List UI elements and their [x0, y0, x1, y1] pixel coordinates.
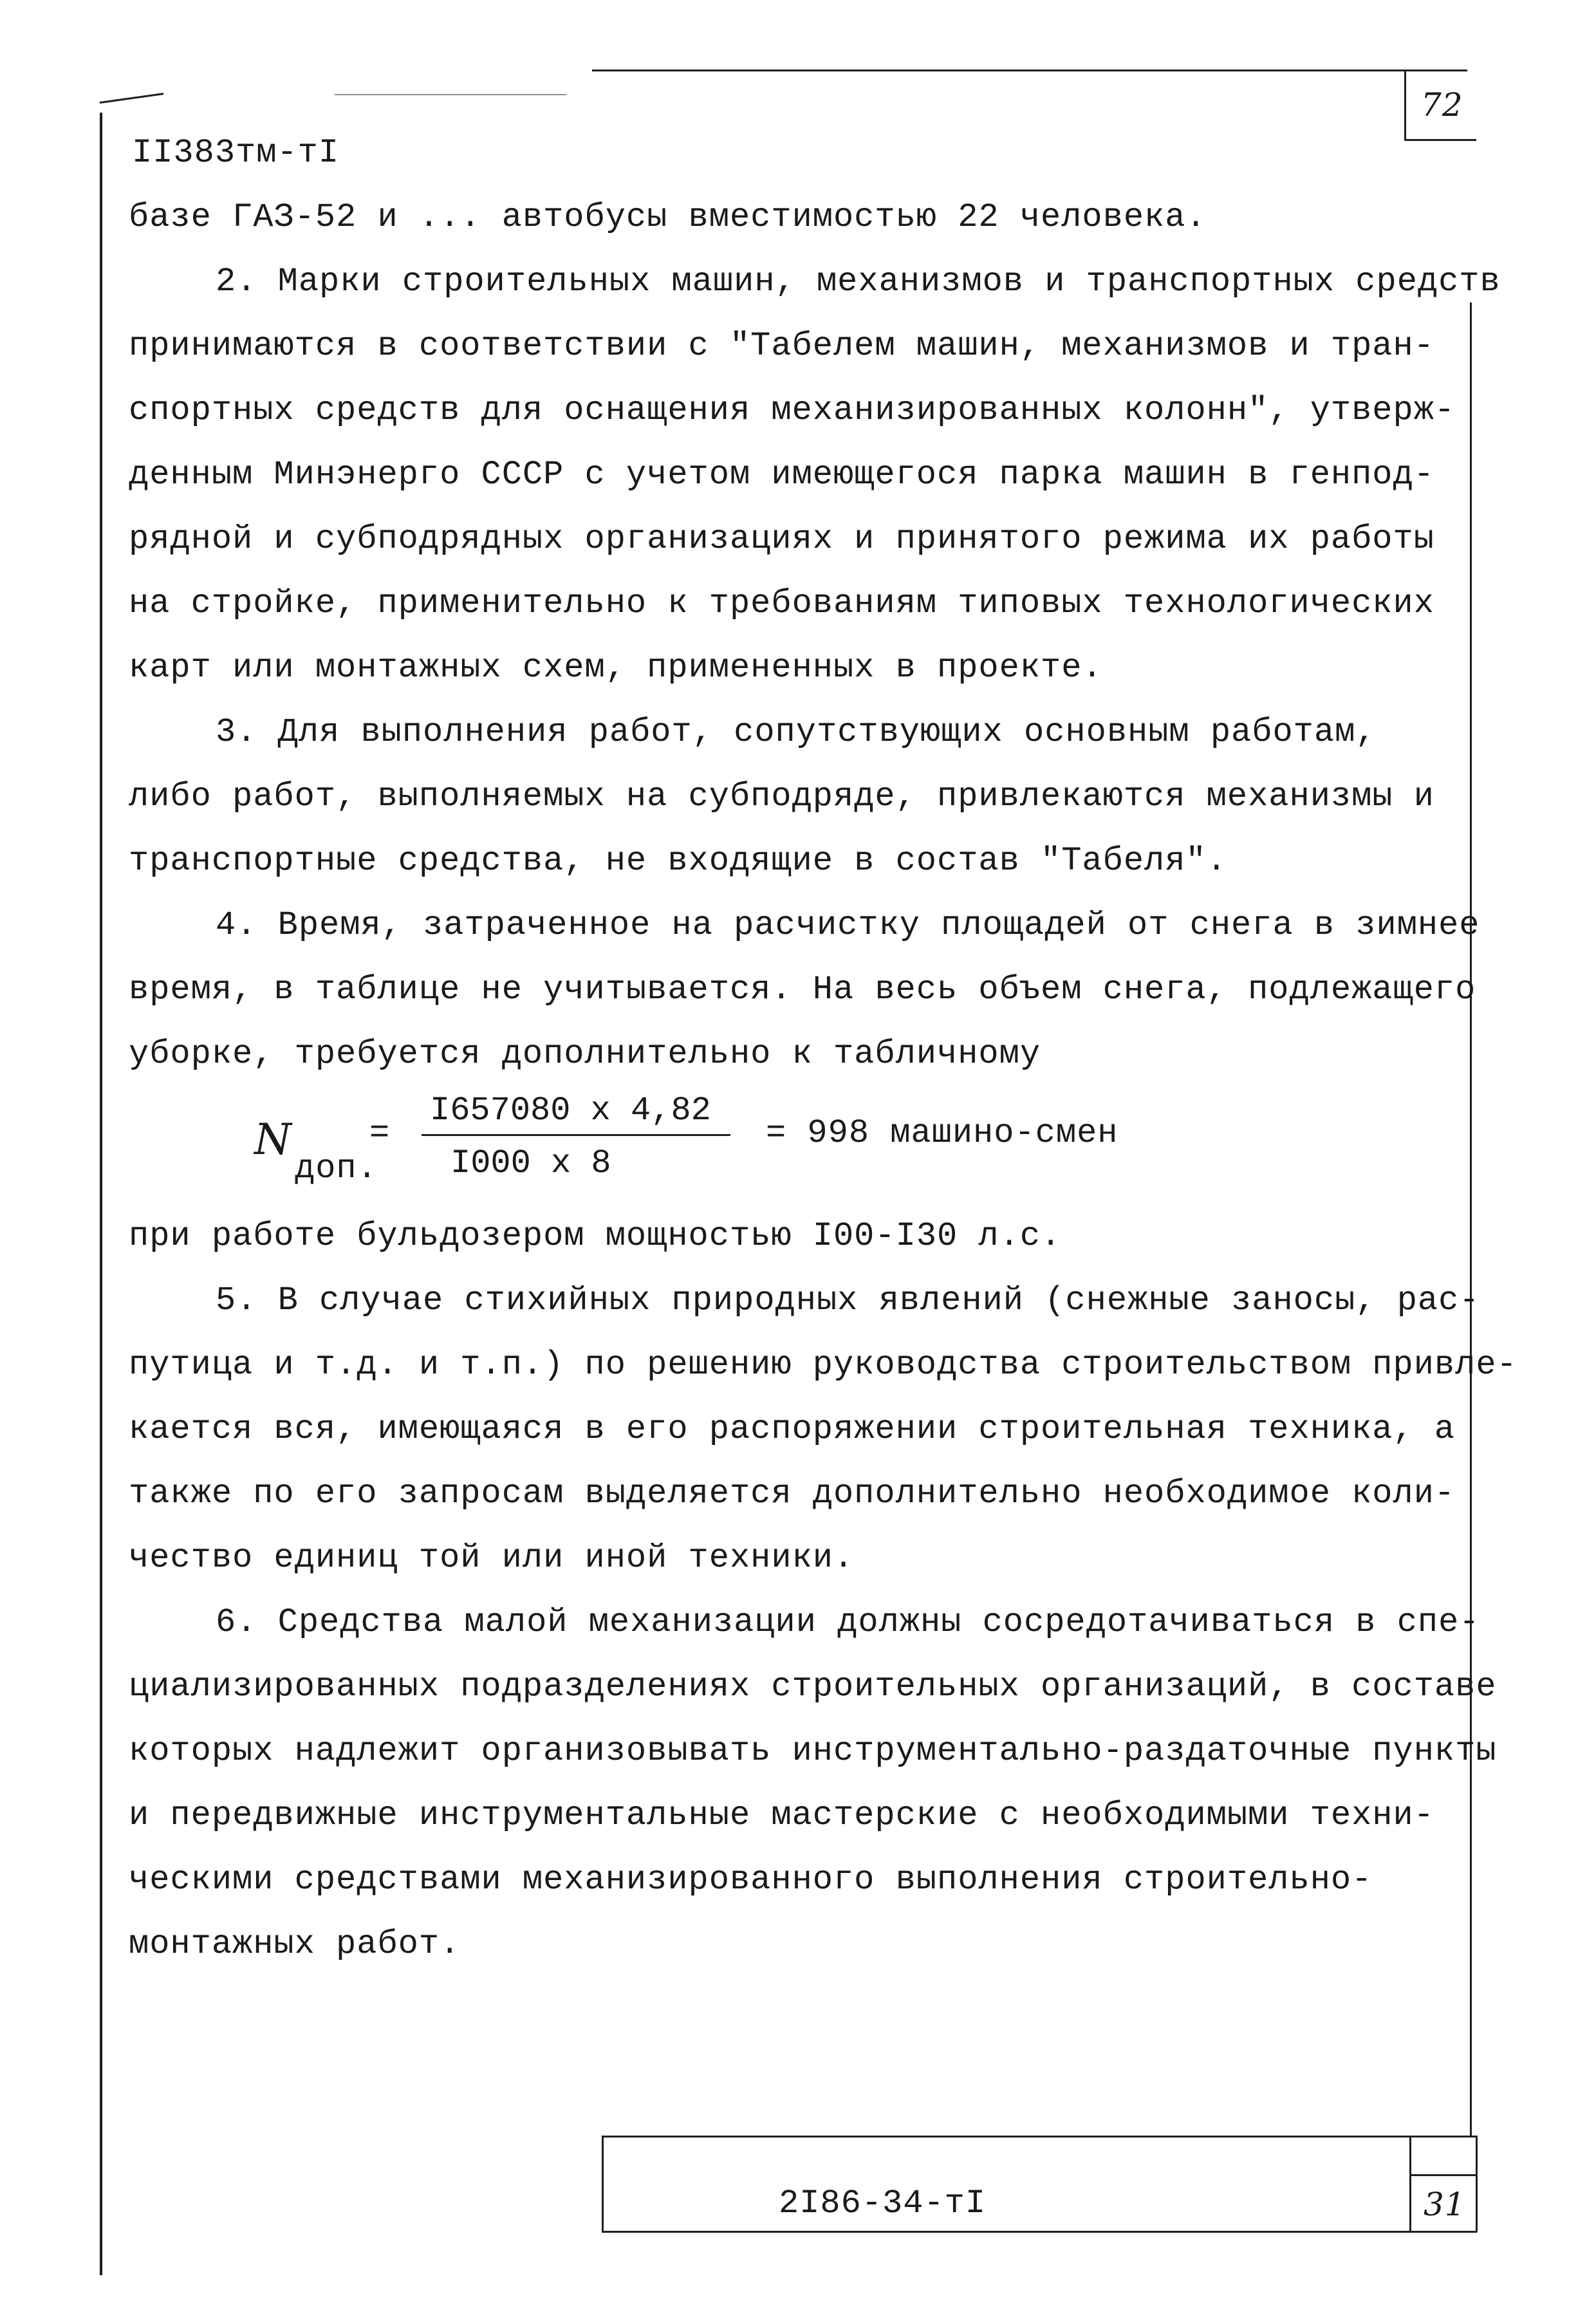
top-dash-line: [335, 94, 566, 95]
formula-fraction-bar: [422, 1134, 730, 1136]
body-line-25: ческими средствами механизированного выполнения строительно-: [129, 1861, 1373, 1899]
footer-page-box-top: [1409, 2174, 1477, 2176]
body-line-10: либо работ, выполняемых на субподряде, привлекаются механизмы и: [129, 778, 1434, 815]
body-line-1: базе ГАЗ-52 и ... автобусы вместимостью 22 человека.: [129, 198, 1207, 236]
body-line-12: 4. Время, затраченное на расчистку площадей от снега в зимнее: [216, 906, 1480, 944]
formula-result: = 998 машино-смен: [766, 1114, 1118, 1152]
body-line-13: время, в таблице не учитывается. На весь объем снега, подлежащего: [129, 971, 1476, 1009]
body-line-26: монтажных работ.: [129, 1925, 461, 1963]
page-number-top: 72: [1421, 86, 1463, 124]
footer-right-line: [1476, 2136, 1478, 2232]
body-line-21: 6. Средства малой механизации должны сосредотачиваться в спе-: [216, 1603, 1480, 1641]
body-line-5: денным Минэнерго СССР с учетом имеющегося парка машин в генпод-: [129, 456, 1434, 494]
formula-subscript: доп.: [295, 1150, 378, 1187]
footer-page-number: 31: [1424, 2186, 1466, 2223]
footer-top-line: [602, 2136, 1477, 2137]
footer-left-line: [602, 2136, 604, 2232]
top-left-stroke: [100, 93, 163, 104]
page-box-bottom: [1404, 139, 1476, 141]
body-line-15: при работе бульдозером мощностью I00-I30 л.с.: [129, 1217, 1062, 1255]
body-line-3: принимаются в соответствии с "Табелем машин, механизмов и тран-: [129, 327, 1434, 365]
body-line-6: рядной и субподрядных организациях и принятого режима их работы: [129, 520, 1434, 558]
body-line-24: и передвижные инструментальные мастерские с необходимыми техни-: [129, 1796, 1434, 1834]
body-line-14: уборке, требуется дополнительно к табличному: [129, 1035, 1041, 1073]
body-line-9: 3. Для выполнения работ, сопутствующих основным работам,: [216, 713, 1377, 751]
body-line-16: 5. В случае стихийных природных явлений (снежные заносы, рас-: [216, 1281, 1480, 1319]
body-line-22: циализированных подразделениях строительных организаций, в составе: [129, 1668, 1497, 1706]
footer-divider: [1409, 2136, 1411, 2232]
body-line-11: транспортные средства, не входящие в состав "Табеля".: [129, 842, 1227, 880]
left-margin-line: [100, 113, 102, 2275]
body-line-19: также по его запросам выделяется дополнительно необходимое коли-: [129, 1475, 1456, 1513]
body-line-8: карт или монтажных схем, примененных в проекте.: [129, 649, 1103, 687]
formula-symbol: N: [254, 1115, 292, 1164]
body-line-2: 2. Марки строительных машин, механизмов и транспортных средств: [216, 263, 1501, 301]
body-line-4: спортных средств для оснащения механизированных колонн", утверж-: [129, 391, 1456, 429]
body-line-20: чество единиц той или иной техники.: [129, 1539, 855, 1577]
footer-document-code: 2I86-34-тI: [779, 2184, 987, 2222]
body-line-23: которых надлежит организовывать инструментально-раздаточные пункты: [129, 1732, 1497, 1770]
formula-numerator: I657080 x 4,82: [430, 1092, 711, 1130]
body-line-18: кается вся, имеющаяся в его распоряжении строительная техника, а: [129, 1410, 1456, 1448]
right-frame-line: [1470, 303, 1472, 2137]
top-frame-line: [592, 70, 1467, 71]
document-code-header: II383тм-тI: [132, 134, 340, 172]
footer-bottom-line: [602, 2231, 1477, 2233]
formula-denominator: I000 x 8: [450, 1144, 611, 1182]
page-box-left: [1404, 70, 1406, 140]
body-line-17: путица и т.д. и т.п.) по решению руководства строительством привле-: [129, 1346, 1517, 1384]
body-line-7: на стройке, применительно к требованиям типовых технологических: [129, 584, 1434, 622]
formula-equals: =: [369, 1114, 391, 1152]
